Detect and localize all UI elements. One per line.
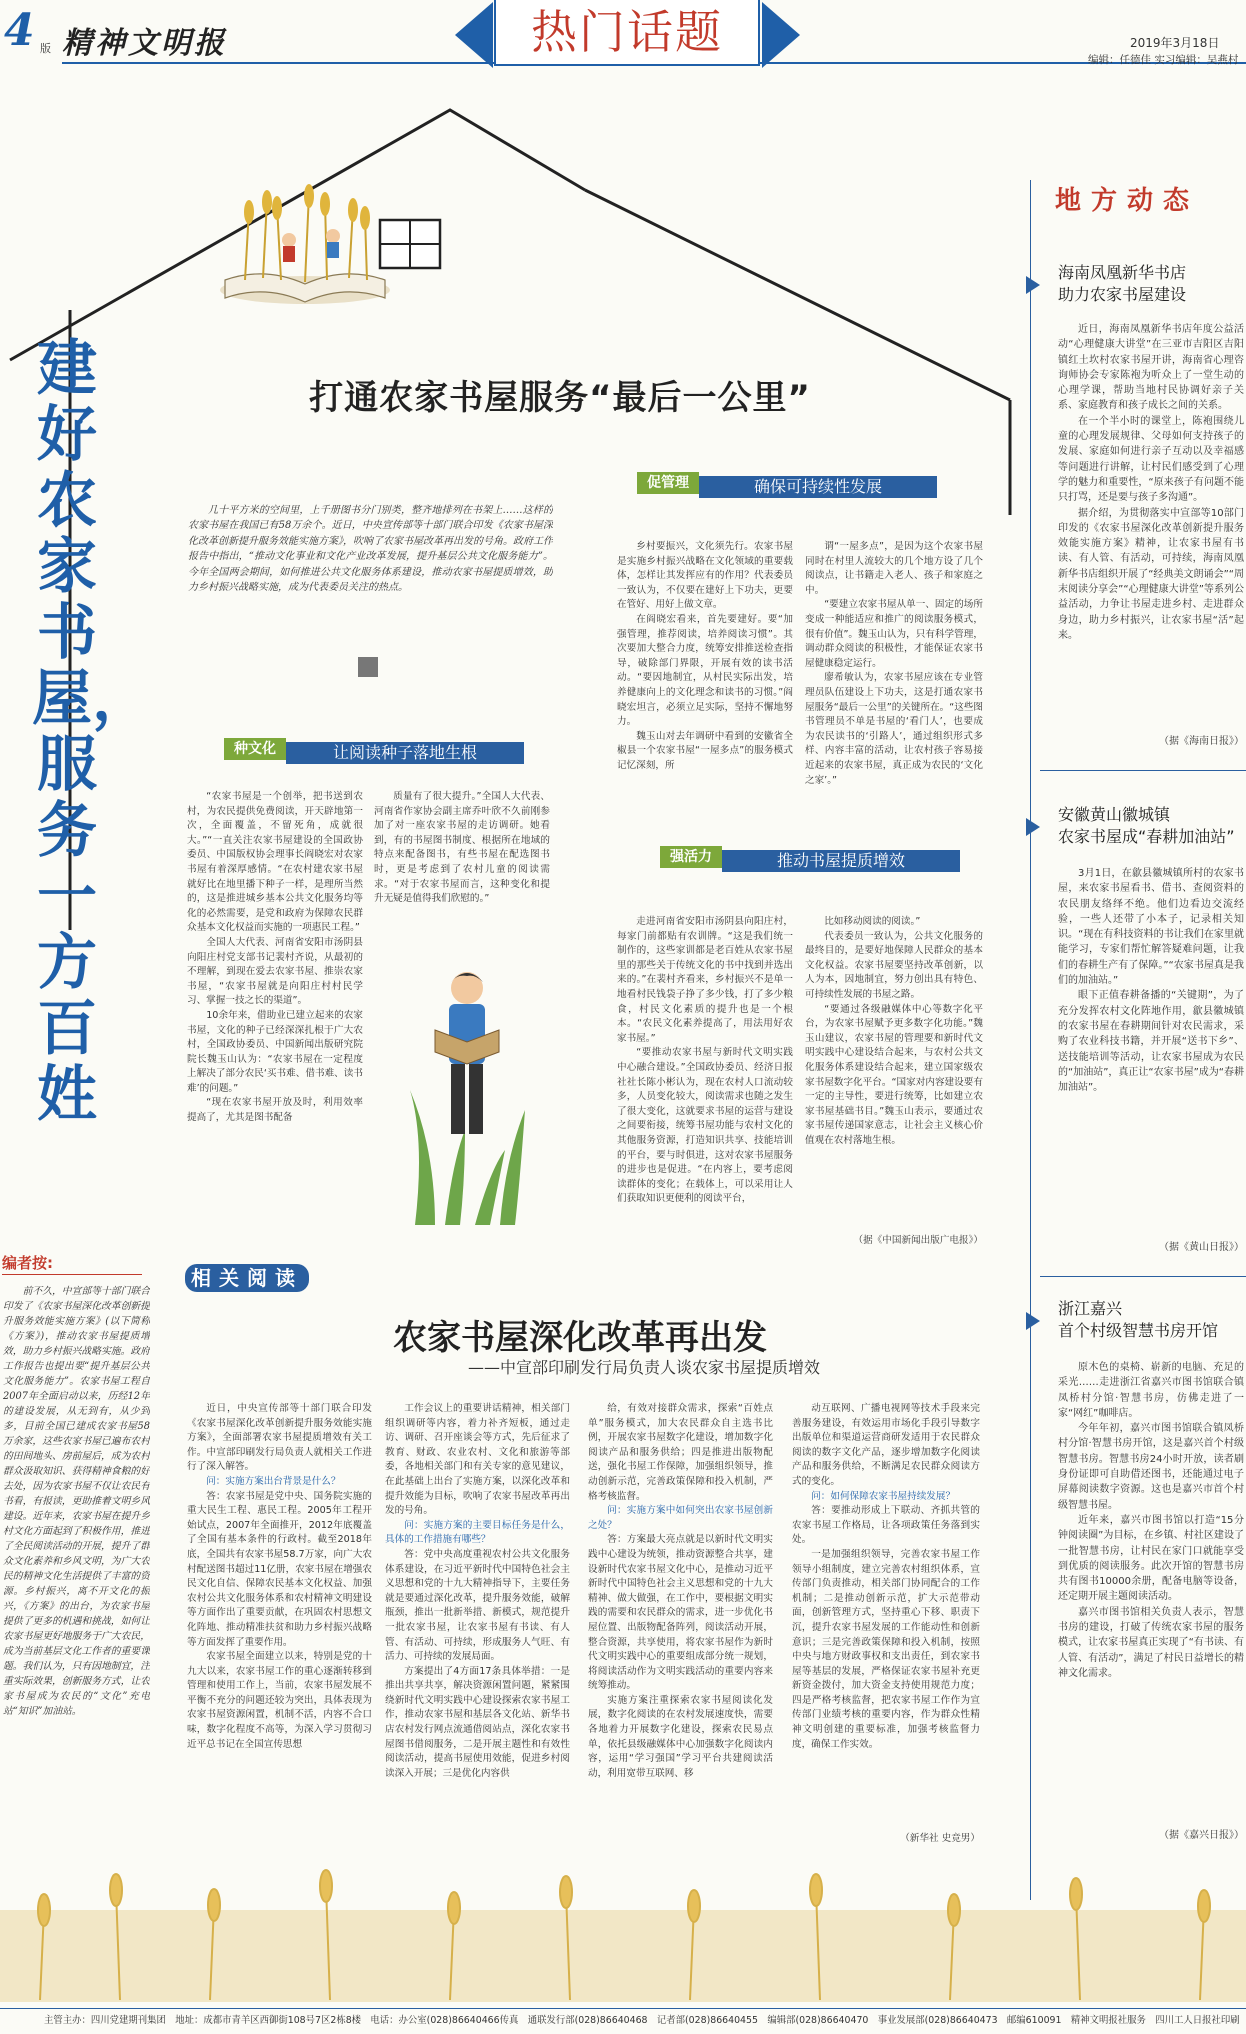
sidebar-item-2-body — [1058, 866, 1244, 1230]
related-column-3 — [588, 1402, 773, 1844]
sidebar-item-1-title-line2: 助力农家书屋建设 — [1058, 285, 1187, 304]
section1-title: 让阅读种子落地生根 — [286, 742, 524, 764]
chevron-right-icon — [1026, 276, 1040, 294]
chevron-right-icon — [1026, 818, 1040, 836]
paragraph: 问：实施方案出台背景是什么？ — [206, 1475, 341, 1487]
paragraph: 一是加强组织领导，完善农家书屋工作领导小组制度，建立完善农村组织体系，宣传部门负责推动，相关部门协同配合的工作机制；二是推动创新示范，扩大示范带动面，创新管理方式，坚持重心下移、职责下沉，提升农家书屋发展的工作能动性和创新意识；三是完善政策保障和投入机制，按照中央与地方财政事权和支出责任，到农家书屋等基层的发展，严格保证农家书屋补充更新资金拨付，加大资金支持使用规范力度；四是严格考核监督，把农家书屋工作作为宣传部门业绩考核的重要内容，作为群众性精神文明创建的重要标准，加强考核监督力度，确保工作实效。 — [792, 1548, 980, 1750]
s1-column-1 — [187, 790, 363, 1240]
footer-text: 主管主办：四川党建期刊集团 地址：成都市青羊区西御街108号7区2栋8楼 电话：办公室(028)86640466传真 通联发行部(028)86640468 记者部(028)86640455 编辑部(028)86640470 事业发展部(028)86640473 邮编610091 精神文明报社服务 四川工人日报社印刷 — [44, 2015, 1240, 2026]
section2-header — [637, 472, 937, 500]
source-credit: （据《中国新闻出版广电报》） — [853, 1235, 983, 1246]
paragraph: 问：实施方案中如何突出农家书屋创新之处？ — [588, 1505, 773, 1531]
paragraph: 问：实施方案的主要目标任务是什么，具体的工作措施有哪些？ — [385, 1519, 570, 1546]
section3-tag: 强活力 — [660, 846, 722, 868]
section3-header — [660, 846, 960, 874]
sidebar-item-3-body — [1058, 1360, 1244, 1820]
paragraph: 魏玉山对去年调研中看到的安徽省全椒县一个农家书屋“一屋多点”的服务模式记忆深刻，所 — [617, 730, 793, 771]
paragraph: 农家书屋全面建立以来，特别是党的十九大以来，农家书屋工作的重心逐渐转移到管理和使用工作上，当前，农家书屋发展不平衡不充分的问题还较为突出，具体表现为农家书屋资源闲置，机制不活，内容不合口味，数字化程度不高等，为深入学习贯彻习近平总书记在全国宣传思想 — [187, 1651, 372, 1750]
sidebar-item-3-source: （据《嘉兴日报》） — [1159, 1830, 1244, 1841]
paragraph: 走进河南省安阳市汤阴县向阳庄村，每家门前都贴有农训牌。“这是我们统一制作的，这些家训都是老百姓从农家书屋里的那些关于传统文化的书中找到并选出来的。”在裴村齐看来，乡村振兴不是单一地看村民钱袋子挣了多少钱，打了多少粮食，村民文化素质的提升也是一个根本。“农民文化素养提高了，用法用好农家书屋。” — [617, 916, 793, 1044]
section1-tag: 种文化 — [224, 738, 286, 760]
page-suffix: 版 — [40, 42, 51, 55]
paragraph: 答：要推动形成上下联动、齐抓共管的农家书屋工作格局，让各项政策任务落到实处。 — [792, 1505, 980, 1546]
lead-paragraph: 几十平方米的空间里，上千册图书分门别类，整齐地排列在书架上……这样的农家书屋在我国已有58万余个。近日，中央宣传部等十部门联合印发《农家书屋深化改革创新提升服务效能实施方案》，吹响了农家书屋改革再出发的号角。政府工作报告中指出，“推动文化事业和文化产业改革发展，提升基层公共文化服务能力”。今年全国两会期间，如何推进公共文化服务体系建设，推动农家书屋提质增效，助力乡村振兴战略实施，成为代表委员关注的热点。 — [188, 505, 553, 594]
section2-tag: 促管理 — [637, 472, 699, 494]
paragraph: “要通过各级融媒体中心等数字化平台，为农家书屋赋予更多数字化功能。”魏玉山建议，农家书屋的管理要和新时代文明实践中心建设结合起来，与农村公共文化服务体系建设结合起来，建立国家级农家书屋数字化平台。“国家对内容建设要有一定的主导性，要进行统筹，比如建立农家书屋基础书目。”魏玉山表示，要通过农家书屋传递国家意志，让社会主义核心价值观在农村落地生根。 — [805, 1003, 983, 1146]
paper-name: 精神文明报 — [62, 26, 227, 61]
sidebar-divider — [1030, 180, 1031, 1900]
sidebar-title — [1055, 180, 1199, 217]
paragraph: 质量有了很大提升。”全国人大代表、河南省作家协会副主席乔叶欣不久前刚参加了对一座农家书屋的走访调研。她看到，有的书屋图书制度、根据所在地域的特点来配备图书，有些书屋在配选图书时，更是考虑到了农村儿童的阅读需求。“对于农家书屋而言，这种变化和提升无疑是值得我们欣慰的。” — [374, 791, 550, 905]
sidebar-item-3-title — [1058, 1298, 1246, 1342]
related-column-2 — [385, 1402, 570, 1844]
sidebar-item-2-source: （据《黄山日报》） — [1159, 1242, 1244, 1253]
paragraph: 在阎晓宏看来，首先要建好。要“加强管理，推荐阅读，培养阅读习惯”。其次要加大整合力度，统筹安排推送检查指导，破除部门界限，开展有效的读书活动。“要因地制宜，从村民实际出发，培养健康向上的文化理念和读书的习惯。”阎晓宏坦言，必须立足实际，坚持不懈地努力。 — [617, 613, 793, 728]
wheat-field-decoration — [0, 1850, 1246, 2002]
related-title: 农家书屋深化改革再出发 — [393, 1318, 767, 1358]
paragraph: 近年来，嘉兴市图书馆以打造“15分钟阅读圈”为目标，在乡镇、村社区建设了一批智慧书房，让村民在家门口就能享受到优质的阅读服务。此次开馆的智慧书房共有图书10000余册，配备电脑等设备，还定期开展主题阅读活动。 — [1058, 1514, 1244, 1603]
paragraph: 近日，海南凤凰新华书店年度公益活动“心理健康大讲堂”在三亚市吉阳区吉阳镇红土坎村农家书屋开讲，海南省心理咨询师协会专家陈袍为听众上了一堂生动的心理学课，帮助当地村民协调好亲子关系、家庭教育和孩子成长之间的关系。 — [1058, 324, 1244, 412]
sidebar-separator — [1040, 1276, 1246, 1277]
related-tag — [185, 1264, 309, 1292]
paragraph: 廖希敏认为，农家书屋应该在专业管理员队伍建设上下功夫，这是打通农家书屋服务“最后一公里”的关键所在。“这些图书管理员不单是书屋的‘看门人’，也要成为农民读书的‘引路人’，通过组织形式多样、内容丰富的活动，让农村孩子容易接近起来的农家书屋，真正成为农民的‘文化之家’。” — [805, 672, 983, 786]
paragraph: 眼下正值春耕备播的“关键期”，为了充分发挥农村文化阵地作用，歙县徽城镇的农家书屋在春耕期间针对农民需求，采购了农业科技书籍，并开展“送书下乡”、送技能培训等活动，让农家书屋成为农民的“加油站”，真正让“农家书屋”成为“春耕加油站”。 — [1058, 990, 1244, 1094]
related-subtitle: ——中宣部印刷发行局负责人谈农家书屋提质增效 — [467, 1358, 820, 1377]
related-source-credit: （新华社 史竞男） — [900, 1833, 980, 1844]
paragraph: 工作会议上的重要讲话精神，相关部门组织调研等内容，着力补齐短板，通过走访、调研、召开座谈会等方式，先后征求了教育、财政、农业农村、文化和旅游等部委，各地相关部门和有关专家的意见建议，在此基础上出台了实施方案，以深化改革和提升效能为目标，吹响了农家书屋改革再出发的号角。 — [385, 1403, 570, 1517]
paragraph: “现在农家书屋开放及时，利用效率提高了，尤其是图书配备 — [187, 1097, 363, 1124]
ornament-square — [358, 657, 378, 677]
paragraph: “农家书屋是一个创举，把书送到农村，为农民提供免费阅读，开天辟地第一次，全面覆盖，不留死角，成就很大。”“一直关注农家书屋建设的全国政协委员、中国版权协会理事长阎晓宏对农家书屋有着深厚感情。“在农村建农家书屋就好比在地里播下种子一样，是理所当然的，这是推进城乡基本公共文化服务均等化的必然需要，是党和政府为保障农民群众基本文化权益而实施的一项惠民工程。” — [187, 791, 363, 934]
paragraph: 谓“一屋多点”，是因为这个农家书屋同时在村里人流较大的几个地方设了几个阅读点，让书籍走入老人、孩子和家庭之中。 — [805, 541, 983, 596]
paragraph: “要建立农家书屋从单一、固定的场所变成一种能适应和推广的阅读服务模式，很有价值”。魏玉山认为，只有科学管理，调动群众阅读的积极性，才能保证农家书屋健康稳定运行。 — [805, 599, 983, 669]
s2-column-2 — [805, 540, 983, 828]
sidebar-item-1-body — [1058, 322, 1244, 722]
sidebar-separator — [1040, 770, 1246, 771]
paragraph: 原木色的桌椅、崭新的电脑、充足的采光……走进浙江省嘉兴市图书馆联合镇凤桥村分馆·智慧书房，仿佛走进了一家“网红”咖啡店。 — [1058, 1362, 1244, 1419]
paragraph: 给，有效对接群众需求，探索“百姓点单”服务模式，加大农民群众自主选书比例，开展农家书屋数字化建设，增加数字化阅读产品和服务供给；四是推进出版物配送，强化书屋工作保障，加强组织领导，推动创新示范，完善政策保障和投入机制，严格考核监督。 — [588, 1403, 773, 1502]
paragraph: 答：党中央高度重视农村公共文化服务体系建设，在习近平新时代中国特色社会主义思想和党的十九大精神指导下，主要任务就是要通过深化改革，提升服务效能，破解瓶颈，推出一批新举措、新模式，规范提升一批农家书屋，让农家书屋有书读、有人管、有活动、可持续，形成服务人气旺、有活力、可持续的发展局面。 — [385, 1548, 570, 1663]
paragraph: 答：农家书屋是党中央、国务院实施的重大民生工程、惠民工程。2005年工程开始试点，2007年全面推开，2012年底覆盖了全国有基本条件的行政村。截至2018年底，全国共有农家书屋58.7万家，向广大农村配送图书超过11亿册，农家书屋在增强农民文化自信、保障农民基本文化权益、加强农村公共文化服务体系和农村精神文明建设等方面作出了重要贡献，在巩固农村思想文化阵地、推动精准扶贫和助力乡村振兴战略等方面发挥了重要作用。 — [187, 1490, 372, 1648]
paragraph: 代表委员一致认为，公共文化服务的最终目的，是要好地保障人民群众的基本文化权益。农家书屋要坚持改革创新，以人为本，因地制宜，努力创出具有特色、可持续性发展的书屋之路。 — [805, 930, 983, 1000]
paragraph: 嘉兴市图书馆相关负责人表示，智慧书房的建设，打破了传统农家书屋的服务模式，让农家书屋真正实现了“有书读、有人管、有活动”，满足了村民日益增长的精神文化需求。 — [1058, 1606, 1244, 1679]
page-number: 4 — [4, 5, 35, 56]
masthead — [0, 0, 1246, 80]
editor-note-rule — [2, 1274, 142, 1275]
boy-reading-illustration — [405, 960, 535, 1225]
section-right-arrow-icon — [760, 2, 800, 68]
footer-rule — [0, 2008, 1246, 2009]
s1-column-2 — [374, 790, 550, 950]
paragraph: 10余年来，借助业已建立起来的农家书屋，文化的种子已经深深扎根于广大农村，全国政协委员、中国新闻出版研究院院长魏玉山认为：“农家书屋在一定程度上解决了部分农民‘买书难、借书难、读书难’的问题。” — [187, 1009, 363, 1094]
paragraph: 乡村要振兴，文化须先行。农家书屋是实施乡村振兴战略在文化领域的重要载体，怎样让其发挥应有的作用？代表委员一致认为，不仅要在建好上下功夫，更要在管好、用好上做文章。 — [617, 541, 793, 611]
paragraph: 据介绍，为贯彻落实中宣部等10部门印发的《农家书屋深化改革创新提升服务效能实施方案》精神，让农家书屋有书读、有人管、有活动，可持续，海南凤凰新华书店组织开展了“经典美文朗诵会”“周末阅读分享会”“心理健康大讲堂”等系列公益活动，力争让书屋走进乡村、走进群众身边，助力乡村振兴，让农家书屋“活”起来。 — [1058, 507, 1244, 641]
open-book-wheat-illustration — [215, 180, 395, 315]
editor-note-text: 前不久，中宣部等十部门联合印发了《农家书屋深化改革创新提升服务效能实施方案》(以下简称《方案》)，推动农家书屋提质增效，助力乡村振兴战略实施。政府工作报告也提出要“提升基层公共文化服务能力”。农家书屋工程自2007年全面启动以来，历经12年的建设发展，从无到有，从少到多，目前全国已建成农家书屋58万余家，这些农家书屋已遍布农村的田间地头、房前屋后，成为农村群众汲取知识、获得精神食粮的好去处，因为农家书屋不仅让农民有书看，有报读，更助推着文明乡风建设。近年来，农家书屋在提升乡村文化方面起到了积极作用，推进了全民阅读活动的开展，提升了群众文化素养和乡风文明，为广大农民的精神文化生活提供了丰富的资源。乡村振兴，离不开文化的振兴，《方案》的出台，为农家书屋提供了更多的机遇和挑战，如何让农家书屋更好地服务于广大农民，成为当前基层文化工作者的重要课题。我们认为，只有因地制宜，注重实际效果，创新服务方式，让农家书屋成为农民的“文化”充电站“知识”加油站。 — [3, 1286, 150, 1717]
paragraph: “要推动农家书屋与新时代文明实践中心融合建设。”全国政协委员、经济日报社社长陈小彬认为，现在农村人口流动较多，人员变化较大，阅读需求也随之发生了很大变化，这就要求书屋的运营与建设之间要衔接，统筹书屋功能与农村文化的其他服务资源，打造知识共享、技能培训的平台，要与时俱进，这对农家书屋服务的进步也是促进。“在内容上，要考虑阅读群体的变化；在载体上，可以采用让人们获取知识更便利的阅读平台， — [617, 1047, 793, 1205]
paragraph: 3月1日，在歙县徽城镇所村的农家书屋，来农家书屋看书、借书、查阅资料的农民朋友络绎不绝。他们边看边交流经验，一些人还带了小本子，记录相关知识。“现在有科技资料的书让我们在家里就能学习，专家们帮忙解答疑难问题，让我们的春耕生产有了保障。”“农家书屋真是我们的加油站。” — [1058, 868, 1244, 987]
related-column-4 — [792, 1402, 980, 1827]
sidebar-item-1-title — [1058, 262, 1246, 306]
section3-title: 推动书屋提质增效 — [722, 850, 960, 872]
paragraph: 比如移动阅读的阅读。” — [824, 916, 921, 927]
sidebar-item-2-title — [1058, 804, 1246, 848]
s3-column-1 — [617, 915, 793, 1235]
sidebar-item-3-title-line2: 首个村级智慧书房开馆 — [1058, 1321, 1219, 1340]
s2-column-1 — [617, 540, 793, 828]
section-left-arrow-icon — [455, 2, 495, 68]
sidebar-item-3-title-line1: 浙江嘉兴 — [1058, 1299, 1123, 1318]
sidebar-item-2-title-line2: 农家书屋成“春耕加油站” — [1058, 827, 1235, 846]
sidebar-item-2-title-line1: 安徽黄山徽城镇 — [1058, 805, 1171, 824]
sidebar-title-label: 地方动态 — [1055, 186, 1200, 216]
section1-header — [204, 738, 524, 766]
paragraph: 实施方案注重探索农家书屋阅读化发展，数字化阅读的在农村发展速度快，需要各地着力开展数字化建设，探索农民易点单，依托县级融媒体中心加强数字化阅读内容，运用“学习强国”学习平台共建阅读活动，利用宽带互联网、移 — [588, 1694, 773, 1779]
section2-title: 确保可持续性发展 — [699, 476, 937, 498]
paragraph: 问：如何保障农家书屋持续发展？ — [811, 1490, 956, 1502]
paragraph: 全国人大代表、河南省安阳市汤阴县向阳庄村党支部书记裴村齐说，从最初的不理解，到现在爱去农家书屋、推崇农家书屋，“农家书屋就是向阳庄村村民学习、掌握一技之长的渠道”。 — [187, 936, 363, 1007]
section-title: 热门话题 — [531, 5, 723, 59]
paragraph: 在一个半小时的课堂上，陈袍围绕儿童的心理发展规律、父母如何支持孩子的发展、家庭如何进行亲子互动以及幸福感等问题进行讲解，让村民们感受到了心理学的魅力和重要性，“原来孩子有问题不能只打骂，还是要与孩子多沟通”。 — [1058, 415, 1244, 504]
main-title: 打通农家书屋服务“最后一公里” — [309, 378, 811, 418]
vertical-headline: 建好农家书屋，服务一方百姓 — [32, 334, 152, 1130]
editor-note-label: 编者按: — [2, 1254, 53, 1272]
paragraph: 近日，中央宣传部等十部门联合印发《农家书屋深化改革创新提升服务效能实施方案》，全面部署农家书屋提质增效有关工作。中宣部印刷发行局负责人就相关工作进行了深入解答。 — [187, 1403, 372, 1473]
editors-line: 编辑：任德佳 实习编辑：吴燕村 — [1088, 54, 1239, 66]
paragraph: 答：方案最大亮点就是以新时代文明实践中心建设为统领，推动资源整合共享，建设新时代农家书屋文化中心，是推动习近平新时代中国特色社会主义思想和党的十九大精神、做大做强，在工作中，要根据文明实践的需要和农民群众的需求，进一步优化书屋位置、出版物配备阵列，阅读活动开展，整合资源，共享使用，将农家书屋作为新时代文明实践中心的重要组成部分统一规划，将阅读活动作为文明实践活动的重要内容来统筹推动。 — [588, 1534, 773, 1692]
s3-column-2 — [805, 915, 983, 1230]
issue-date: 2019年3月18日 — [1130, 36, 1220, 50]
related-column-1 — [187, 1402, 372, 1844]
chevron-right-icon — [1026, 1312, 1040, 1330]
paragraph: 今年年初，嘉兴市图书馆联合镇凤桥村分馆·智慧书房开馆，这是嘉兴首个村级智慧书房。智慧书房24小时开放，读者刷身份证即可自助借还图书，还能通过电子屏幕阅读数字资源。这也是嘉兴市首个村级智慧书屋。 — [1058, 1423, 1244, 1511]
sidebar-item-1-title-line1: 海南凤凰新华书店 — [1058, 263, 1187, 282]
sidebar-item-1-source: （据《海南日报》） — [1159, 736, 1244, 747]
paragraph: 方案提出了4方面17条具体举措：一是推出共享共享，解决资源闲置问题，紧紧围绕新时代文明实践中心建设探索农家书屋工作，推动农家书屋和基层各文化站、新华书店农村发行网点流通借阅站点，深化农家书屋图书借阅服务，二是开展主题性和有效性阅读活动，提高书屋使用效能，促进乡村阅读深入开展；三是优化内容供 — [385, 1665, 570, 1779]
related-tag-label: 相关阅读 — [185, 1264, 309, 1292]
paragraph: 动互联网、广播电视网等技术手段来完善服务建设，有效运用市场化手段引导数字出版单位和渠道运营商研发适用于农民群众阅读的数字文化产品，逐步增加数字化阅读产品和服务供给，不断满足农民群众阅读方式的变化。 — [792, 1403, 980, 1487]
